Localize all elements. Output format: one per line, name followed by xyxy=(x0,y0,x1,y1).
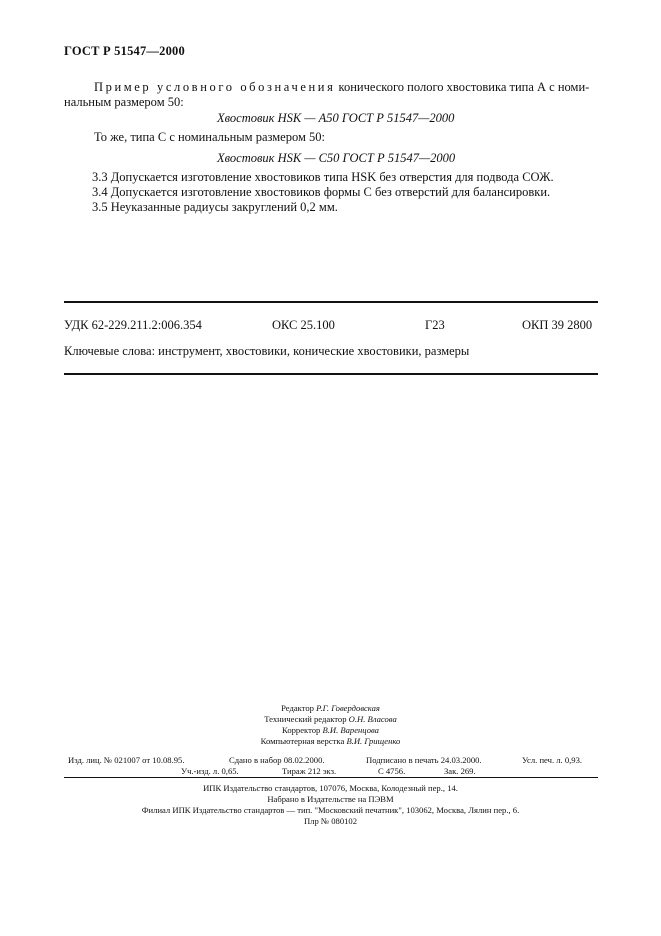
tech-editor-name: О.Н. Власова xyxy=(348,714,397,724)
branch-address: Филиал ИПК Издательство стандартов — тип. "Московский печатник", 103062, Москва, Лялин пер., 6. xyxy=(141,805,520,815)
example-paragraph-line2: нальным размером 50: xyxy=(64,95,184,109)
clause-3-4: 3.4 Допускается изготовление хвостовиков формы С без отверстий для балансировки. xyxy=(92,185,551,199)
editor-label: Редактор xyxy=(281,703,314,713)
order-number: Зак. 269. xyxy=(444,766,476,776)
imprint-editor xyxy=(0,703,661,713)
designation-a50: Хвостовик HSK — А50 ГОСТ Р 51547—2000 xyxy=(217,111,455,125)
publisher-address: ИПК Издательство стандартов, 107076, Москва, Колодезный пер., 14. xyxy=(203,783,458,793)
typeset-by: Набрано в Издательстве на ПЭВМ xyxy=(267,794,394,804)
editor-name: Р.Г. Говердовская xyxy=(316,703,380,713)
publisher-sheets: Уч.-изд. л. 0,65. xyxy=(181,766,239,776)
tech-editor-label: Технический редактор xyxy=(264,714,347,724)
circulation: Тираж 212 экз. xyxy=(282,766,337,776)
document-header-code: ГОСТ Р 51547—2000 xyxy=(64,44,185,58)
example-lead-rest: конического полого хвостовика типа А с номи- xyxy=(335,80,590,94)
plr-number: Плр № 080102 xyxy=(303,816,358,826)
example-paragraph-line1 xyxy=(94,80,589,95)
print-sheets: Усл. печ. л. 0,93. xyxy=(522,755,583,765)
typeset-date: Сдано в набор 08.02.2000. xyxy=(229,755,325,765)
clause-3-5: 3.5 Неуказанные радиусы закруглений 0,2 мм. xyxy=(92,200,338,214)
oks-code: ОКС 25.100 xyxy=(272,318,335,332)
imprint-tech-editor xyxy=(0,714,661,724)
classification-top-rule xyxy=(64,301,598,303)
designation-c50: Хвостовик HSK — С50 ГОСТ Р 51547—2000 xyxy=(217,151,456,165)
license-number: Изд. лиц. № 021007 от 10.08.95. xyxy=(68,755,185,765)
clause-3-3: 3.3 Допускается изготовление хвостовиков типа HSK без отверстия для подвода СОЖ. xyxy=(92,170,554,184)
order-c: С 4756. xyxy=(378,766,406,776)
imprint-layout xyxy=(0,736,661,746)
okp-code: ОКП 39 2800 xyxy=(522,318,593,332)
imprint-rule xyxy=(64,777,598,778)
classification-bottom-rule xyxy=(64,373,598,375)
layout-label: Компьютерная верстка xyxy=(260,736,345,746)
corrector-name: В.И. Варенцова xyxy=(322,725,379,735)
corrector-label: Корректор xyxy=(282,725,321,735)
same-type-c-paragraph: То же, типа С с номинальным размером 50: xyxy=(94,130,325,144)
group-code: Г23 xyxy=(425,318,445,332)
udk-code: УДК 62-229.211.2:006.354 xyxy=(64,318,202,332)
keywords-line: Ключевые слова: инструмент, хвостовики, конические хвостовики, размеры xyxy=(64,344,470,358)
imprint-corrector xyxy=(0,725,661,735)
signed-date: Подписано в печать 24.03.2000. xyxy=(366,755,482,765)
example-lead-spaced: Пример условного обозначения xyxy=(94,80,336,94)
layout-name: В.И. Грищенко xyxy=(346,736,401,746)
